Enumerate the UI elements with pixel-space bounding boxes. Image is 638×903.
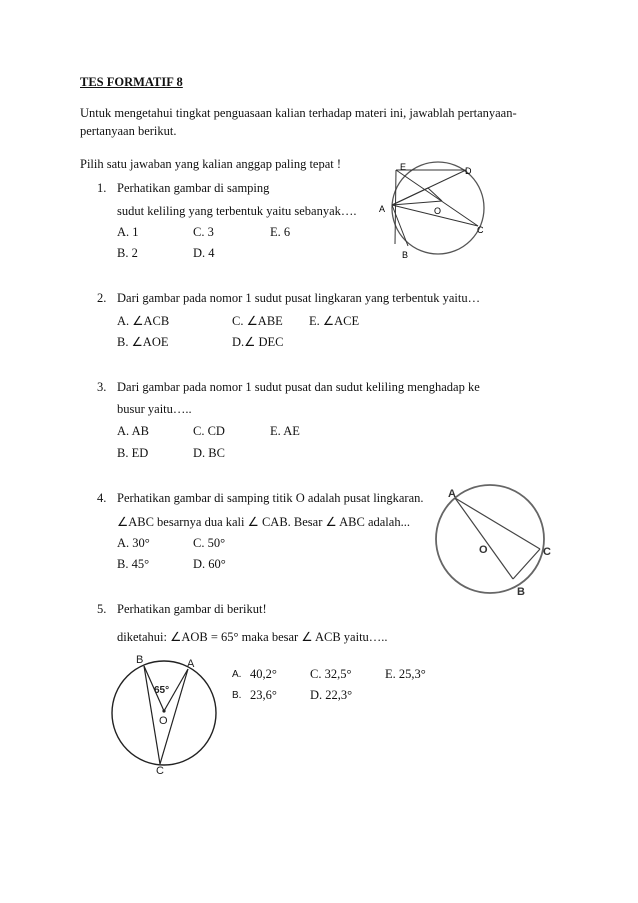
fig3-angle-label: 65° (154, 685, 170, 696)
q4-option-a: A. 30° (117, 536, 150, 550)
q3-option-c: C. CD (193, 424, 225, 438)
q5-line-2: diketahui: ∠AOB = 65° maka besar ∠ ACB yaitu….. (117, 630, 388, 644)
q2-option-e: E. ∠ACE (309, 314, 360, 328)
q1-number: 1. (97, 181, 107, 195)
q2-option-a: A. ∠ACB (117, 314, 170, 328)
q5-line-1: Perhatikan gambar di berikut! (117, 602, 267, 616)
figure-2-circle-diagram (430, 483, 560, 603)
q5-option-b-letter: B. (232, 690, 242, 701)
q2-option-d: D.∠ DEC (232, 335, 284, 349)
q3-line-2: busur yaitu….. (117, 402, 192, 416)
fig2-label-a: A (448, 488, 456, 500)
q2-number: 2. (97, 291, 107, 305)
q1-option-a: A. 1 (117, 225, 139, 239)
fig2-label-c: C (543, 546, 551, 558)
q3-option-a: A. AB (117, 424, 149, 438)
q5-option-e: E. 25,3° (385, 667, 426, 681)
q3-option-e: E. AE (270, 424, 300, 438)
q4-option-c: C. 50° (193, 536, 226, 550)
q3-option-b: B. ED (117, 446, 149, 460)
fig1-label-o: O (434, 206, 442, 216)
q1-line-2: sudut keliling yang terbentuk yaitu sebanyak…. (117, 204, 357, 218)
intro-text-line-1: Untuk mengetahui tingkat penguasaan kalian terhadap materi ini, jawablah pertanyaan- (80, 106, 517, 120)
q1-line-1: Perhatikan gambar di samping (117, 181, 270, 195)
q3-number: 3. (97, 380, 107, 394)
q5-option-a-value: 40,2° (250, 667, 277, 681)
q1-option-b: B. 2 (117, 246, 138, 260)
fig1-label-a: A (379, 204, 386, 214)
fig3-label-c: C (156, 765, 164, 777)
q4-number: 4. (97, 491, 107, 505)
q4-line-1: Perhatikan gambar di samping titik O adalah pusat lingkaran. (117, 491, 424, 505)
fig2-label-b: B (517, 586, 525, 598)
fig1-label-c: C (477, 225, 484, 235)
q1-option-e: E. 6 (270, 225, 291, 239)
q5-option-d: D. 22,3° (310, 688, 353, 702)
q4-line-2: ∠ABC besarnya dua kali ∠ CAB. Besar ∠ ABC adalah... (117, 515, 410, 529)
q2-option-b: B. ∠AOE (117, 335, 169, 349)
q5-number: 5. (97, 602, 107, 616)
intro-text-line-2: pertanyaan berikut. (80, 124, 177, 138)
fig3-label-b: B (136, 654, 144, 666)
q3-option-d: D. BC (193, 446, 225, 460)
fig3-label-a: A (187, 658, 195, 670)
instruction-text: Pilih satu jawaban yang kalian anggap paling tepat ! (80, 157, 342, 171)
q3-line-1: Dari gambar pada nomor 1 sudut pusat dan sudut keliling menghadap ke (117, 380, 480, 394)
q4-option-d: D. 60° (193, 557, 226, 571)
q2-option-c: C. ∠ABE (232, 314, 283, 328)
fig1-label-b: B (402, 250, 409, 260)
fig3-label-o: O (159, 715, 168, 727)
page-title: TES FORMATIF 8 (80, 75, 183, 89)
q4-option-b: B. 45° (117, 557, 150, 571)
q1-option-d: D. 4 (193, 246, 215, 260)
figure-1-circle-diagram (370, 160, 490, 260)
fig1-label-e: E (400, 162, 407, 172)
figure-3-circle-diagram (110, 655, 230, 775)
q5-option-a-letter: A. (232, 669, 242, 680)
q5-option-c: C. 32,5° (310, 667, 352, 681)
q5-option-b-value: 23,6° (250, 688, 277, 702)
q2-line-1: Dari gambar pada nomor 1 sudut pusat lingkaran yang terbentuk yaitu… (117, 291, 481, 305)
q1-option-c: C. 3 (193, 225, 214, 239)
fig2-label-o: O (479, 544, 488, 556)
fig1-label-d: D (465, 166, 472, 176)
